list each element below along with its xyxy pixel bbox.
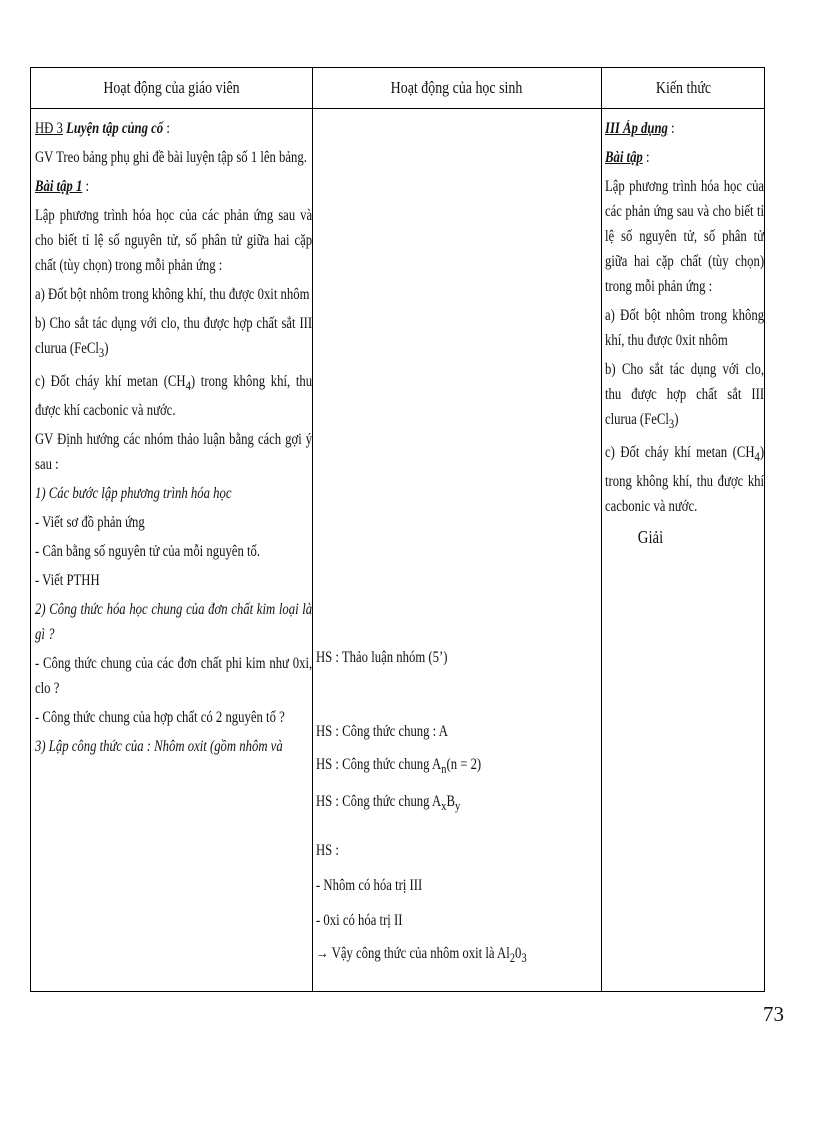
- step-2: - Cân bằng số nguyên tử của mỗi nguyên tố.: [35, 543, 261, 561]
- hd3-label: HĐ 3: [35, 120, 63, 137]
- knowledge-item-b-sub: 3: [668, 416, 675, 432]
- question-1: 1) Các bước lập phương trình hóa học: [35, 485, 232, 503]
- knowledge-item-c-end: ) trong không khí, thu được khí cacbonic và nước.: [605, 444, 765, 516]
- hd3-heading: [35, 116, 312, 141]
- question-2: 2) Công thức hóa học chung của đơn chất kim loại là gì ?: [35, 601, 313, 644]
- teacher-item-c-text: c) Đốt cháy khí metan (CH: [35, 373, 186, 391]
- teacher-item-c-end: ) trong không khí, thu được khí cacbonic và nước.: [35, 373, 313, 420]
- knowledge-item-c-text: c) Đốt cháy khí metan (CH: [605, 444, 755, 462]
- student-line-2: HS : Công thức chung : A: [316, 723, 448, 740]
- student-line-4-b: B: [446, 793, 455, 811]
- teacher-exercise-colon: :: [85, 178, 90, 195]
- teacher-item-c-sub: 4: [185, 378, 191, 394]
- student-line-3-sub: n: [441, 761, 447, 777]
- knowledge-exercise-text: Lập phương trình hóa học của các phản ứng sau và cho biết tỉ lệ số nguyên tử, số phân tử giữa hai cặp chất (tùy chọn) trong mỗi phản ứng :: [605, 178, 765, 295]
- knowledge-item-b: [605, 357, 764, 436]
- knowledge-section-label: III Áp dụng: [605, 120, 668, 137]
- knowledge-section-heading: [605, 116, 764, 141]
- hd3-colon: :: [166, 120, 170, 137]
- teacher-exercise-label: Bài tập 1: [35, 178, 83, 195]
- student-line-3: [316, 752, 595, 781]
- knowledge-item-b-text: b) Cho sắt tác dụng với clo, thu được hợp chất sắt III clurua (FeCl: [605, 361, 765, 428]
- student-line-8-text: → Vậy công thức của nhôm oxit là Al: [316, 945, 510, 963]
- header-knowledge: Kiến thức: [655, 78, 712, 97]
- question-2a: - Công thức chung của các đơn chất phi kim như 0xi, clo ?: [35, 655, 313, 698]
- question-3: 3) Lập công thức của : Nhôm oxit (gồm nhôm và: [35, 738, 283, 756]
- knowledge-item-c-sub: 4: [754, 449, 760, 465]
- teacher-guide: GV Định hướng các nhóm thảo luận bằng cách gợi ý sau :: [35, 431, 313, 474]
- student-line-3-end: (n = 2): [446, 756, 482, 773]
- header-teacher: Hoạt động của giáo viên: [103, 78, 240, 97]
- student-line-8-sub-3: 3: [521, 950, 527, 966]
- teacher-item-c: [35, 369, 312, 423]
- student-line-4-sub-x: x: [441, 798, 447, 814]
- teacher-item-b-sub: 3: [98, 345, 105, 361]
- knowledge-column: [601, 108, 766, 991]
- teacher-exercise-heading: [35, 174, 312, 199]
- teacher-item-a: a) Đốt bột nhôm trong không khí, thu được 0xit nhôm: [35, 286, 310, 303]
- step-3: - Viết PTHH: [35, 572, 100, 590]
- student-line-5: HS :: [316, 842, 339, 860]
- teacher-column: [31, 108, 312, 991]
- step-1: - Viết sơ đồ phản ứng: [35, 514, 145, 532]
- knowledge-item-b-end: ): [674, 411, 679, 428]
- solution-label: Giải: [637, 527, 664, 548]
- student-line-4-text: HS : Công thức chung A: [316, 793, 442, 811]
- knowledge-exercise-colon: :: [645, 149, 650, 166]
- page-number: 73: [763, 1002, 784, 1026]
- student-line-7: - 0xi có hóa trị II: [316, 912, 403, 930]
- student-line-4-sub-y: y: [454, 798, 461, 814]
- teacher-item-b: [35, 311, 312, 365]
- question-2b: - Công thức chung của hợp chất có 2 nguyên tố ?: [35, 709, 285, 727]
- student-column: [312, 108, 601, 991]
- knowledge-section-colon: :: [671, 120, 675, 137]
- student-line-8-o: 0: [515, 945, 522, 963]
- knowledge-exercise-label: Bài tập: [605, 149, 643, 166]
- lesson-table: [30, 67, 765, 992]
- student-line-3-text: HS : Công thức chung A: [316, 756, 442, 773]
- student-line-1: HS : Thảo luận nhóm (5’): [316, 649, 448, 666]
- header-student: Hoạt động của học sinh: [390, 78, 523, 97]
- teacher-exercise-text: Lập phương trình hóa học của các phản ứng sau và cho biết tỉ lệ số nguyên tử, số phân tử giữa hai cặp chất (tùy chọn) trong mỗi phản ứng :: [35, 207, 313, 274]
- student-line-4: [316, 789, 595, 818]
- student-line-6: - Nhôm có hóa trị III: [316, 877, 423, 895]
- teacher-item-b-text: b) Cho sắt tác dụng với clo, thu được hợp chất sắt III clurua (FeCl: [35, 315, 313, 357]
- hd3-title: Luyện tập củng cố: [66, 120, 164, 137]
- teacher-intro: GV Treo bảng phụ ghi đề bài luyện tập số 1 lên bảng.: [35, 149, 307, 166]
- teacher-item-b-end: ): [104, 340, 109, 357]
- knowledge-item-c: [605, 440, 764, 519]
- student-line-8: [316, 941, 595, 970]
- knowledge-exercise-heading: [605, 145, 764, 170]
- knowledge-item-a: a) Đốt bột nhôm trong không khí, thu được 0xit nhôm: [605, 307, 765, 349]
- student-line-8-sub-2: 2: [509, 950, 516, 966]
